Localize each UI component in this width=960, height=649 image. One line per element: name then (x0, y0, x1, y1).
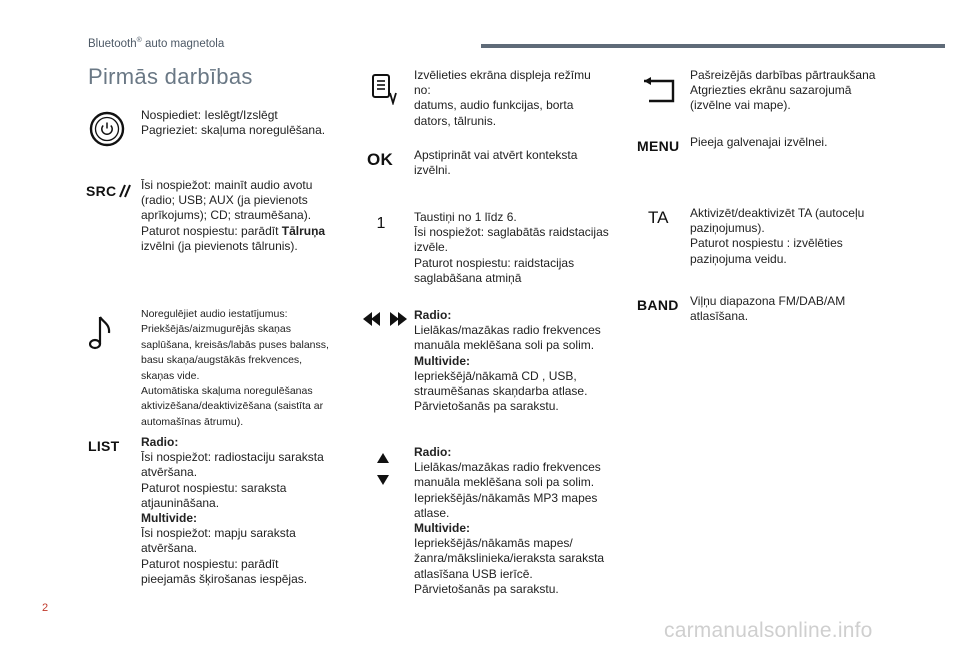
menu-icon: MENU (637, 138, 680, 154)
seek-left-right-icon (363, 310, 407, 328)
up-down-arrows-icon (375, 452, 391, 486)
ta-description: Aktivizēt/deaktivizēt TA (autoceļu paziņojumus). Paturot nospiestu : izvēlēties paziņojuma veidu. (690, 206, 865, 266)
src-description: Īsi nospiežot: mainīt audio avotu (radio; USB; AUX (ja pievienots aprīkojums); CD; straumēšana). Paturot nospiestu: parādīt Tālruņa izvēlni (ja pievienots tālrunis). (141, 178, 326, 253)
up-down-description: Radio: Lielākas/mazākas radio frekvences manuāla meklēšana soli pa solim. Iepriekšējās/nākamās MP3 mapes atlase. Multivide: Iepriekšējās/nākamās mapes/ žanra/mākslinieka/ieraksta saraksta atlasīšana USB ierīcē. Pārvietošanās pa sarakstu. (414, 445, 605, 596)
list-description: Radio: Īsi nospiežot: radiostaciju saraksta atvēršana. Paturot nospiestu: saraksta atjaunināšana. Multivide: Īsi nospiežot: mapju saraksta atvēršana. Paturot nospiestu: parādīt pieejamās šķirošanas iespējas. (141, 435, 324, 586)
ta-icon: TA (648, 208, 669, 227)
ok-description: Apstiprināt vai atvērt konteksta izvēlni. (414, 148, 578, 178)
header-rule (481, 44, 945, 48)
ok-icon: OK (367, 150, 394, 169)
page-number: 2 (42, 602, 49, 614)
band-description: Viļņu diapazona FM/DAB/AM atlasīšana. (690, 294, 846, 324)
page-title: Pirmās darbības (88, 64, 253, 89)
src-icon: SRC (86, 181, 134, 201)
back-icon (640, 76, 678, 106)
display-mode-description: Izvēlieties ekrāna displeja režīmu no: datums, audio funkcijas, borta dators, tālrunis. (414, 68, 591, 128)
menu-description: Pieeja galvenajai izvēlnei. (690, 135, 828, 149)
section-header: Bluetooth® auto magnetola (88, 37, 225, 50)
back-description: Pašreizējās darbības pārtraukšana Atgriezties ekrānu sazarojumā (izvēlne vai mape). (690, 68, 876, 113)
watermark: carmanualsonline.info (664, 619, 873, 642)
seek-description: Radio: Lielākas/mazākas radio frekvences manuāla meklēšana soli pa solim. Multivide: Iepriekšējā/nākamā CD , USB, straumēšanas skaņdarba atlase. Pārvietošanās pa sarakstu. (414, 308, 601, 414)
power-description: Nospiediet: Ieslēgt/Izslēgt Pagrieziet: skaļuma noregulēšana. (141, 108, 326, 138)
list-icon: LIST (88, 438, 120, 454)
band-icon: BAND (637, 297, 679, 313)
display-mode-icon (369, 72, 399, 106)
music-note-icon (88, 312, 114, 352)
audio-settings-description: Noregulējiet audio iestatījumus: Priekšējās/aizmugurējās skaņas saplūšana, kreisās/labās puses balanss, basu skaņa/augstākās frekvences, skaņas vide. Automātiska skaļuma noregulēšanas aktivizēšana/deaktivizēšana (saistīta ar automašīnas ātrumu). (141, 308, 329, 428)
preset-key-icon: 1 (376, 215, 386, 232)
power-icon (88, 110, 126, 148)
presets-description: Taustiņi no 1 līdz 6. Īsi nospiežot: saglabātās raidstacijas izvēle. Paturot nospiestu: raidstacijas saglabāšana atmiņā (414, 210, 609, 285)
